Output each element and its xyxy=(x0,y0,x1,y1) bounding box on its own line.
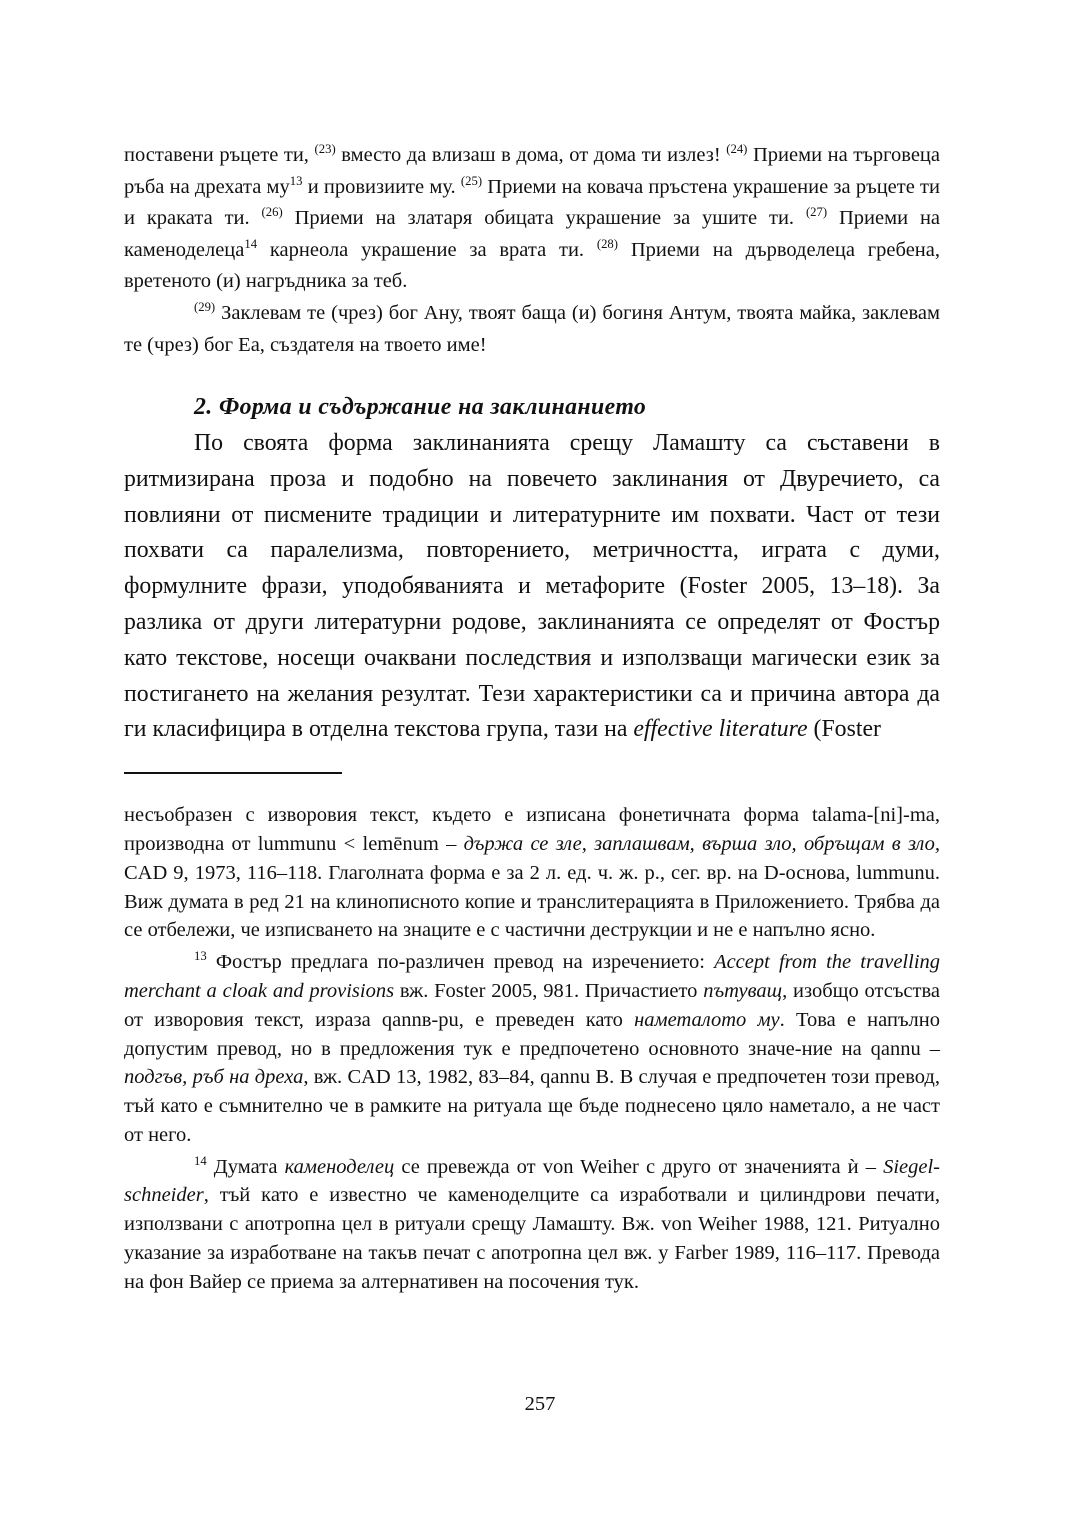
text-run: Думата xyxy=(206,1155,285,1178)
text-run: Фостър предлага по-различен превод на изречението: xyxy=(206,951,715,974)
text-run: поставени ръцете ти, xyxy=(124,144,315,166)
page-number: 257 xyxy=(524,1393,556,1415)
text-run: , тъй като е известно че каменоделците са изработвали и цилиндрови печати, използвани с апотропна цел в ритуали срещу Ламашту. Вж. von Weiher 1988, 121. Ритуално указание за изработване на такъв печат с апотропна цел вж. у Farber 1989, 116–117. Превода на фон Вайер се приема за алтернативен на посочения тук. xyxy=(124,1184,940,1293)
note-reference: (23) xyxy=(314,142,336,157)
page-body xyxy=(124,140,940,1297)
text-run: се превежда от von Weiher с друго от значенията ѝ – xyxy=(394,1155,884,1178)
footnote-14 xyxy=(124,1153,940,1297)
italic-text: effective literature xyxy=(633,716,808,743)
text-run: Приеми на дърводелеца гребена, вретеното (и) нагръдника за теб. xyxy=(124,238,940,293)
note-reference: 13 xyxy=(194,949,207,964)
text-run: Заклевам те (чрез) бог Ану, твоят баща (и) богиня Антум, твоята майка, заклевам те (чрез) бог Еа, създателя на твоето име! xyxy=(124,301,940,356)
text-run: CAD 9, 1973, 116–118. Глаголната форма е за 2 л. ед. ч. ж. р., сег. вр. на D-основа, lummunu. Виж думата в ред 21 на клинописното копие и транслитерацията в Приложението. Трябва да се отбележи, че изписването на знаците е с частични деструкции и не е напълно ясно. xyxy=(124,861,940,942)
text-run: вместо да влизаш в дома, от дома ти излез! xyxy=(335,144,727,166)
text-run: Приеми на ковача пръстена украшение за ръцете ти и краката ти. xyxy=(124,175,940,230)
footnote-continuation xyxy=(124,801,940,945)
text-run: несъобразен с изворовия текст, където е изписана фонетичната форма talama-[ni]-ma, производна от lummunu < lemēnum – xyxy=(124,804,940,855)
text-run: вж. Foster 2005, 981. Причастието xyxy=(394,979,704,1002)
translation-paragraph-2 xyxy=(124,298,940,361)
italic-text: подгъв, ръб на дреха xyxy=(124,1066,304,1089)
italic-text: Accept from the travelling merchant a cloak and provisions xyxy=(124,951,941,1002)
italic-text: пътуващ xyxy=(703,979,783,1002)
footnote-separator xyxy=(124,772,342,774)
italic-text: Siegel-schneider xyxy=(124,1155,940,1207)
text-run: По своята форма заклинанията срещу Ламашту са съставени в ритмизирана проза и подобно на повечето заклинания от Двуречието, са повлияни от писмените традиции и литературните им похвати. Част от тези похвати са паралелизма, повторението, метричността, играта с думи, формулните фрази, уподобяванията и метафорите (Foster 2005, 13–18). За разлика от други литературни родове, заклинанията се определят от Фостър като текстове, носещи очаквани последствия и използващи магически език за постигането на желания резултат. Тези характеристики са и причина автора да ги класифицира в отделна текстова група, тази на xyxy=(124,429,940,743)
text-run: и провизиите му. xyxy=(302,175,461,198)
text-run: карнеола украшение за врата ти. xyxy=(257,238,597,261)
footnote-13 xyxy=(124,948,940,1150)
note-reference: (29) xyxy=(194,300,216,315)
text-run: (Foster xyxy=(807,716,881,743)
text-run: . Това е напълно допустим превод, но в предложения тук е предпочетено основното значе-ние на qannu – xyxy=(124,1008,940,1060)
section-heading: 2. Форма и съдържание на заклинанието xyxy=(194,394,647,421)
note-reference: (28) xyxy=(596,236,619,251)
note-reference: (26) xyxy=(261,205,283,220)
text-run: , вж. CAD 13, 1982, 83–84, qannu B. В случая е предпочетен този превод, тъй като е съмнително че в рамките на ритуала ще бъде поднесено цяло наметало, а не част от него. xyxy=(124,1066,940,1146)
italic-text: каменоделец xyxy=(284,1155,395,1178)
text-run: Приеми на златаря обицата украшение за ушите ти. xyxy=(282,207,806,230)
body-paragraph xyxy=(124,426,940,748)
italic-text: държа се зле, заплашвам, върша зло, обръщам в зло, xyxy=(463,832,940,855)
note-reference: 13 xyxy=(289,173,303,188)
note-reference: (24) xyxy=(726,142,748,157)
text-run: Приеми на каменоделеца xyxy=(124,207,941,261)
italic-text: наметалото му xyxy=(634,1008,780,1031)
text-run: , изобщо отсъства от изворовия текст, израза qannв-pu, е преведен като xyxy=(124,979,940,1031)
note-reference: 14 xyxy=(244,236,258,251)
note-reference: (25) xyxy=(460,173,483,188)
text-run: Приеми на търговеца ръба на дрехата му xyxy=(124,144,940,198)
translation-paragraph-1 xyxy=(124,140,940,298)
note-reference: 14 xyxy=(194,1153,207,1168)
note-reference: (27) xyxy=(805,205,828,220)
